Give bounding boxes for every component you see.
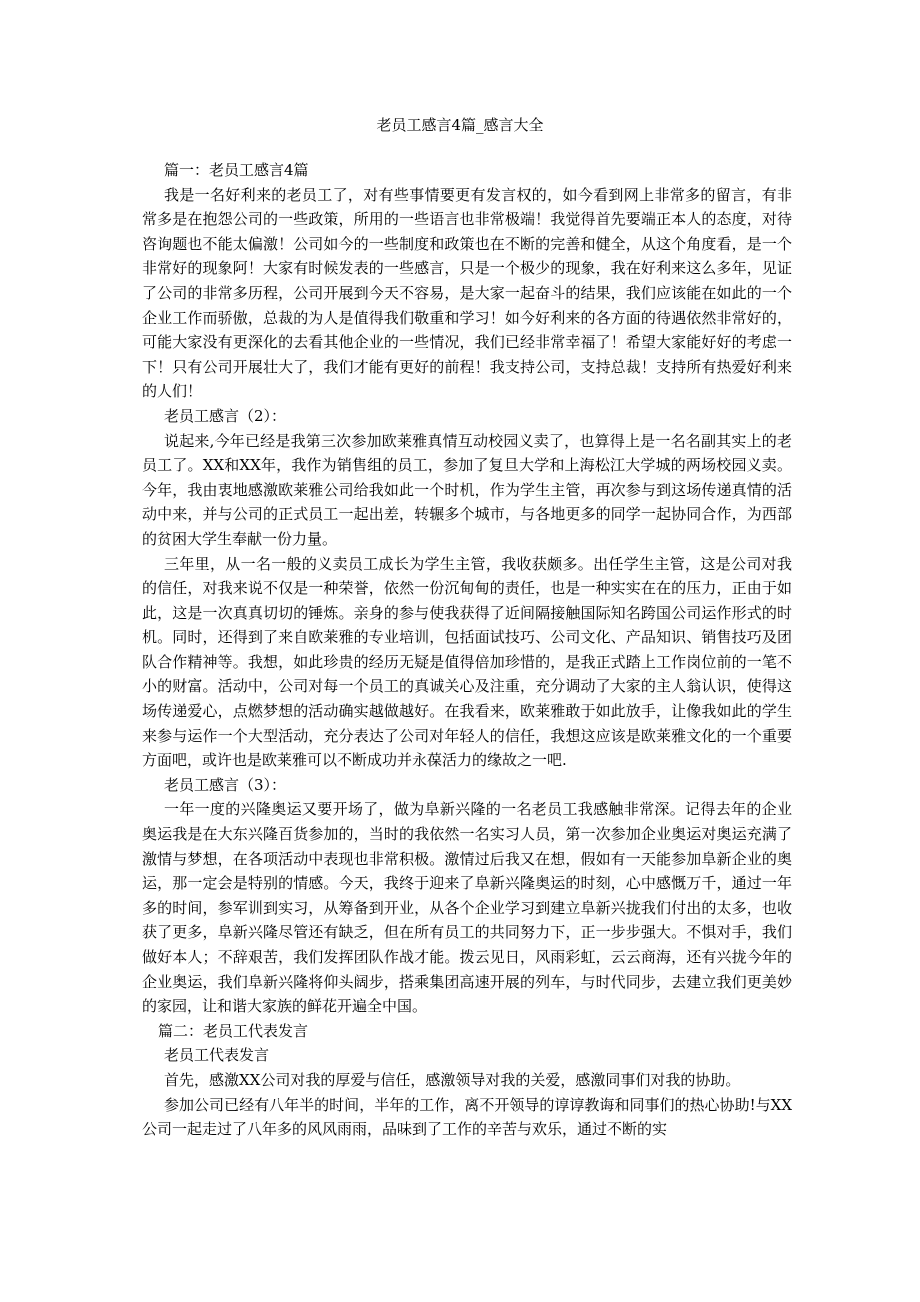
document-title: 老员工感言4篇_感言大全: [376, 116, 544, 134]
subheading: 老员工感言（2）：: [164, 406, 287, 425]
paragraph: 一年一度的兴隆奥运又要开场了，做为阜新兴隆的一名老员工我感触非常深。记得去年的企业奥运我是在大东兴隆百货参加的，当时的我依然一名实习人员，第一次参加企业奥运对奥运充满了激情与梦想，在各项活动中表现也非常积极。激情过后我又在想，假如有一天能参加阜新企业的奥运，那一定会是特别的情感。今天，我终于迎来了阜新兴隆奥运的时刻，心中感慨万千，通过一年多的时间，参军训到实习，从筹备到开业，从各个企业学习到建立阜新兴拢我们付出的太多，也收获了更多，阜新兴隆尽管还有缺乏，但在所有员工的共同努力下，正一步步强大。不惧对手，我们做好本人；不辞艰苦，我们发挥团队作战才能。拨云见日，风雨彩虹，云云商海，还有兴拢今年的企业奥运，我们阜新兴隆将仰头阔步，搭乘集团高速开展的列车，与时代同步，去建立我们更美妙的家园，让和谐大家族的鲜花开遍全中国。: [142, 800, 792, 1016]
paragraph: 首先，感激XX公司对我的厚爱与信任，感激领导对我的关爱，感激同事们对我的协助。: [164, 1070, 741, 1089]
document-body: [142, 158, 792, 1142]
section-heading-1: 篇一：老员工感言4篇: [164, 161, 309, 179]
paragraph: 参加公司已经有八年半的时间，半年的工作，离不开领导的谆谆教诲和同事们的热心协助!与XX公司一起走过了八年多的风风雨雨，品味到了工作的辛苦与欢乐，通过不断的实: [142, 1095, 792, 1139]
paragraph: 三年里，从一名一般的义卖员工成长为学生主管，我收获颇多。出任学生主管，这是公司对我的信任，对我来说不仅是一种荣誉，依然一份沉甸甸的责任，也是一种实实在在的压力，正由于如此，这是一次真真切切的锤炼。亲身的参与使我获得了近间隔接触国际知名跨国公司运作形式的时机。同时，还得到了来自欧莱雅的专业培训，包括面试技巧、公司文化、产品知识、销售技巧及团队合作精神等。我想，如此珍贵的经历无疑是值得倍加珍惜的，是我正式踏上工作岗位前的一笔不小的财富。活动中，公司对每一个员工的真诚关心及注重，充分调动了大家的主人翁认识，使得这场传递爱心，点燃梦想的活动确实越做越好。在我看来，欧莱雅敢于如此放手，让像我如此的学生来参与运作一个大型活动，充分表达了公司对年轻人的信任，我想这应该是欧莱雅文化的一个重要方面吧，或许也是欧莱雅可以不断成功并永葆活力的缘故之一吧.: [142, 554, 792, 770]
paragraph: 我是一名好利来的老员工了，对有些事情要更有发言权的，如今看到网上非常多的留言，有非常多是在抱怨公司的一些政策，所用的一些语言也非常极端！我觉得首先要端正本人的态度，对待咨询题也不能太偏激！公司如今的一些制度和政策也在不断的完善和健全，从这个角度看，是一个非常好的现象阿！大家有时候发表的一些感言，只是一个极少的现象，我在好利来这么多年，见证了公司的非常多历程，公司开展到今天不容易，是大家一起奋斗的结果，我们应该能在如此的一个企业工作而骄傲，总裁的为人是值得我们敬重和学习！如今好利来的各方面的待遇依然非常好的，可能大家没有更深化的去看其他企业的一些情况，我们已经非常幸福了！希望大家能好好的考虑一下！只有公司开展壮大了，我们才能有更好的前程！我支持公司，支持总裁！支持所有热爱好利来的人们！: [142, 185, 792, 401]
paragraph: 说起来,今年已经是我第三次参加欧莱雅真情互动校园义卖了，也算得上是一名名副其实上的老员工了。XX和XX年，我作为销售组的员工，参加了复旦大学和上海松江大学城的两场校园义卖。今年，我由衷地感激欧莱雅公司给我如此一个时机，作为学生主管，再次参与到这场传递真情的活动中来，并与公司的正式员工一起出差，转辗多个城市，与各地更多的同学一起协同合作，为西部的贫困大学生奉献一份力量。: [142, 431, 792, 548]
subheading: 老员工感言（3）：: [164, 775, 287, 794]
subheading: 老员工代表发言: [164, 1046, 270, 1065]
section-heading-2: 篇二：老员工代表发言: [158, 1021, 309, 1040]
